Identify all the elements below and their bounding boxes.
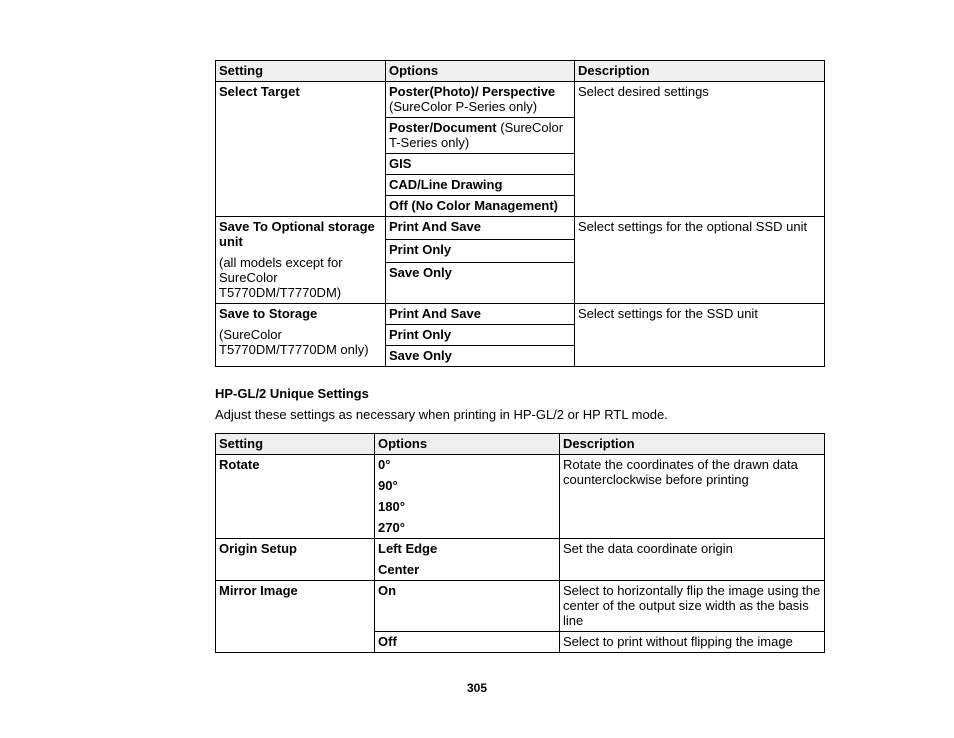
option-item: Left Edge — [378, 541, 438, 556]
option-cell — [386, 118, 575, 154]
option-name: Poster/Document — [389, 120, 497, 135]
option-item: 180° — [378, 499, 405, 514]
setting-note: (all models except for SureColor T5770DM/T7770DM) — [219, 255, 343, 300]
header-setting: Setting — [216, 434, 375, 455]
header-options: Options — [386, 61, 575, 82]
option-item: 0° — [378, 457, 391, 472]
description-save-storage: Select settings for the SSD unit — [575, 304, 825, 367]
setting-mirror: Mirror Image — [216, 581, 375, 653]
setting-rotate: Rotate — [216, 455, 375, 539]
setting-save-storage — [216, 304, 386, 367]
option-note: (SureColor T-Series only) — [389, 120, 564, 150]
table-row — [216, 82, 825, 118]
setting-origin: Origin Setup — [216, 539, 375, 581]
print-settings-table — [215, 60, 825, 367]
description-origin: Set the data coordinate origin — [560, 539, 825, 581]
section-intro: Adjust these settings as necessary when printing in HP-GL/2 or HP RTL mode. — [215, 407, 668, 422]
description-mirror-off: Select to print without flipping the image — [560, 632, 825, 653]
header-description: Description — [575, 61, 825, 82]
option-cell: CAD/Line Drawing — [386, 175, 575, 196]
option-cell — [386, 82, 575, 118]
option-cell: Print And Save — [386, 217, 575, 240]
option-note: (SureColor P-Series only) — [389, 99, 538, 114]
setting-name: Save to Storage — [219, 306, 318, 321]
options-origin — [375, 539, 560, 581]
header-setting: Setting — [216, 61, 386, 82]
setting-note: (SureColor T5770DM/T7770DM only) — [219, 327, 369, 357]
option-cell: Print Only — [386, 325, 575, 346]
table-row — [216, 455, 825, 539]
setting-save-optional — [216, 217, 386, 304]
option-off: Off — [375, 632, 560, 653]
table-row — [216, 539, 825, 581]
table-row — [216, 581, 825, 632]
table-row — [216, 304, 825, 325]
hpgl2-settings-table — [215, 433, 825, 653]
option-on: On — [375, 581, 560, 632]
table-header-row — [216, 61, 825, 82]
option-cell: Save Only — [386, 263, 575, 304]
option-name: Poster(Photo)/ Perspective — [389, 84, 556, 99]
option-item: Center — [378, 562, 420, 577]
options-rotate — [375, 455, 560, 539]
option-item: 270° — [378, 520, 405, 535]
header-description: Description — [560, 434, 825, 455]
header-options: Options — [375, 434, 560, 455]
description-select-target: Select desired settings — [575, 82, 825, 217]
option-cell: Print And Save — [386, 304, 575, 325]
option-cell: Save Only — [386, 346, 575, 367]
table-row — [216, 217, 825, 240]
setting-select-target: Select Target — [216, 82, 386, 217]
description-save-optional: Select settings for the optional SSD unit — [575, 217, 825, 304]
option-item: 90° — [378, 478, 398, 493]
setting-name: Save To Optional storage unit — [219, 219, 375, 249]
description-mirror-on: Select to horizontally flip the image using the center of the output size width as the basis line — [560, 581, 825, 632]
option-cell: Print Only — [386, 240, 575, 263]
description-rotate: Rotate the coordinates of the drawn data counterclockwise before printing — [560, 455, 825, 539]
option-cell: GIS — [386, 154, 575, 175]
page-number: 305 — [466, 681, 488, 695]
option-cell: Off (No Color Management) — [386, 196, 575, 217]
section-heading: HP-GL/2 Unique Settings — [215, 386, 369, 401]
table-header-row — [216, 434, 825, 455]
